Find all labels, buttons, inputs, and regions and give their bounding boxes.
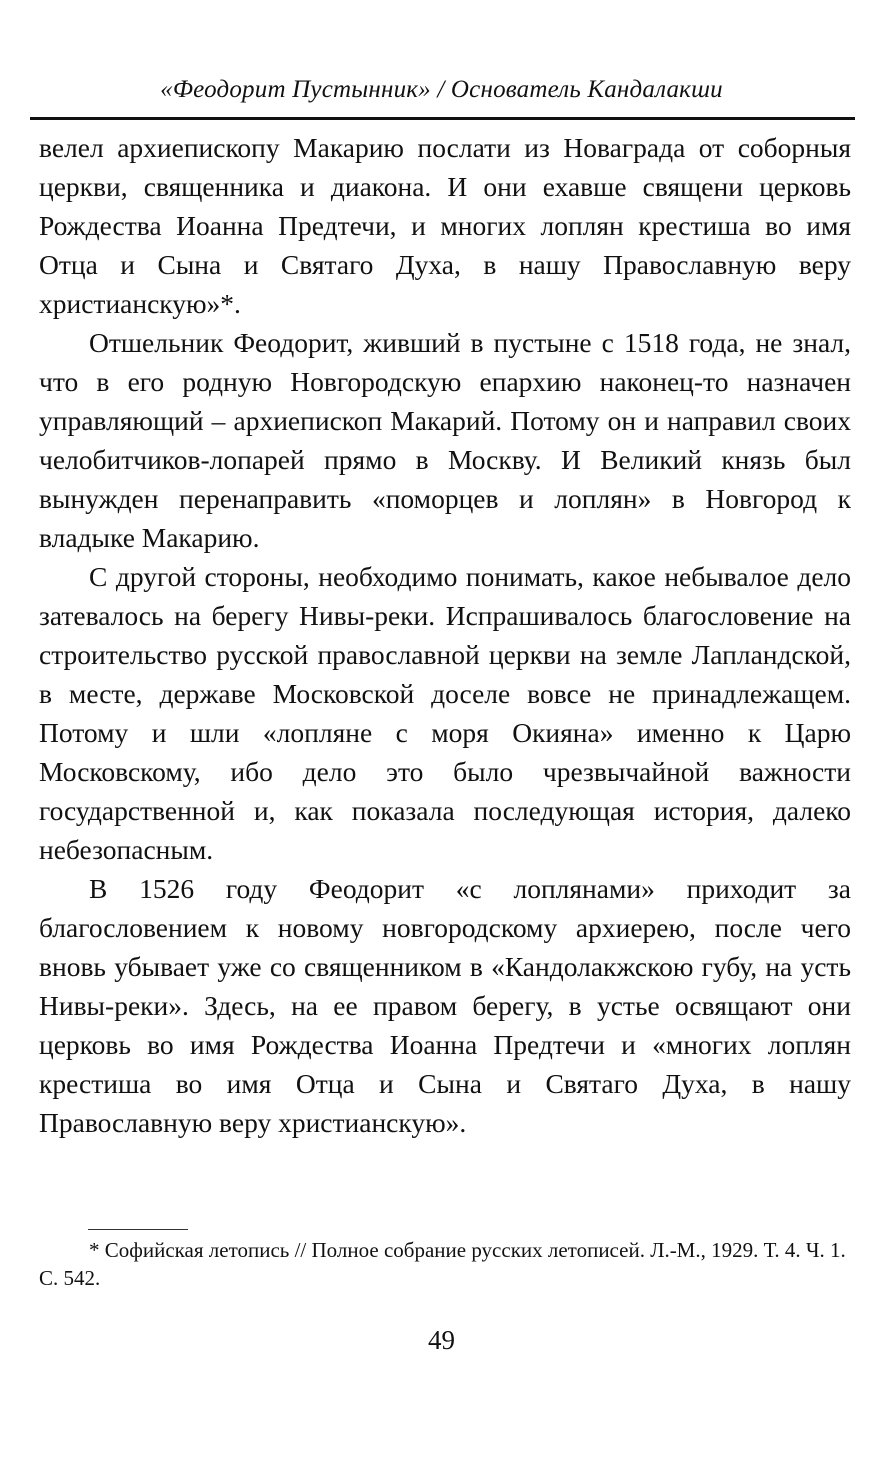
paragraph-1: велел архиепископу Макарию послати из Новаграда от соборныя церкви, священника и диакона. И они ехавше священи церковь Рождества Иоанна Предтечи, и многих лоплян крестиша во имя Отца и Сына и Святаго Духа, в нашу Православную веру христианскую»*. — [39, 132, 851, 319]
paragraph-4: В 1526 году Феодорит «с лоплянами» приходит за благословением к новому новгородскому архиерею, после чего вновь убывает уже со священником в «Кандолакжскою губу, на усть Нивы-реки». Здесь, на ее правом берегу, в устье освящают они церковь во имя Рождества Иоанна Предтечи и «многих лоплян крестиша во имя Отца и Сына и Святаго Духа, в нашу Православную веру христианскую». — [39, 873, 851, 1138]
footnote-rule — [88, 1229, 188, 1230]
header-rule — [30, 117, 855, 120]
paragraph-3: С другой стороны, необходимо понимать, какое небывалое дело затевалось на берегу Нивы-реки. Испрашивалось благословение на строительство русской православной церкви на земле Лапландской, в месте, державе Московской доселе вовсе не принадлежащем. Потому и шли «лопляне с моря Окияна» именно к Царю Московскому, ибо дело это было чрезвычайной важности государственной и, как показала последующая история, далеко небезопасным. — [39, 561, 851, 865]
footnote: * Софийская летопись // Полное собрание русских летописей. Л.-М., 1929. Т. 4. Ч. 1. С. 542. — [39, 1238, 846, 1290]
page-number: 49 — [428, 1325, 455, 1355]
paragraph-2: Отшельник Феодорит, живший в пустыне с 1518 года, не знал, что в его родную Новгородскую епархию наконец-то назначен управляющий – архиепископ Макарий. Потому он и направил своих челобитчиков-лопарей прямо в Москву. И Великий князь был вынужден перенаправить «поморцев и лоплян» в Новгород к владыке Макарию. — [39, 327, 851, 553]
running-head: «Феодорит Пустынник» / Основатель Кандалакши — [160, 76, 723, 103]
body-text — [39, 128, 851, 1142]
